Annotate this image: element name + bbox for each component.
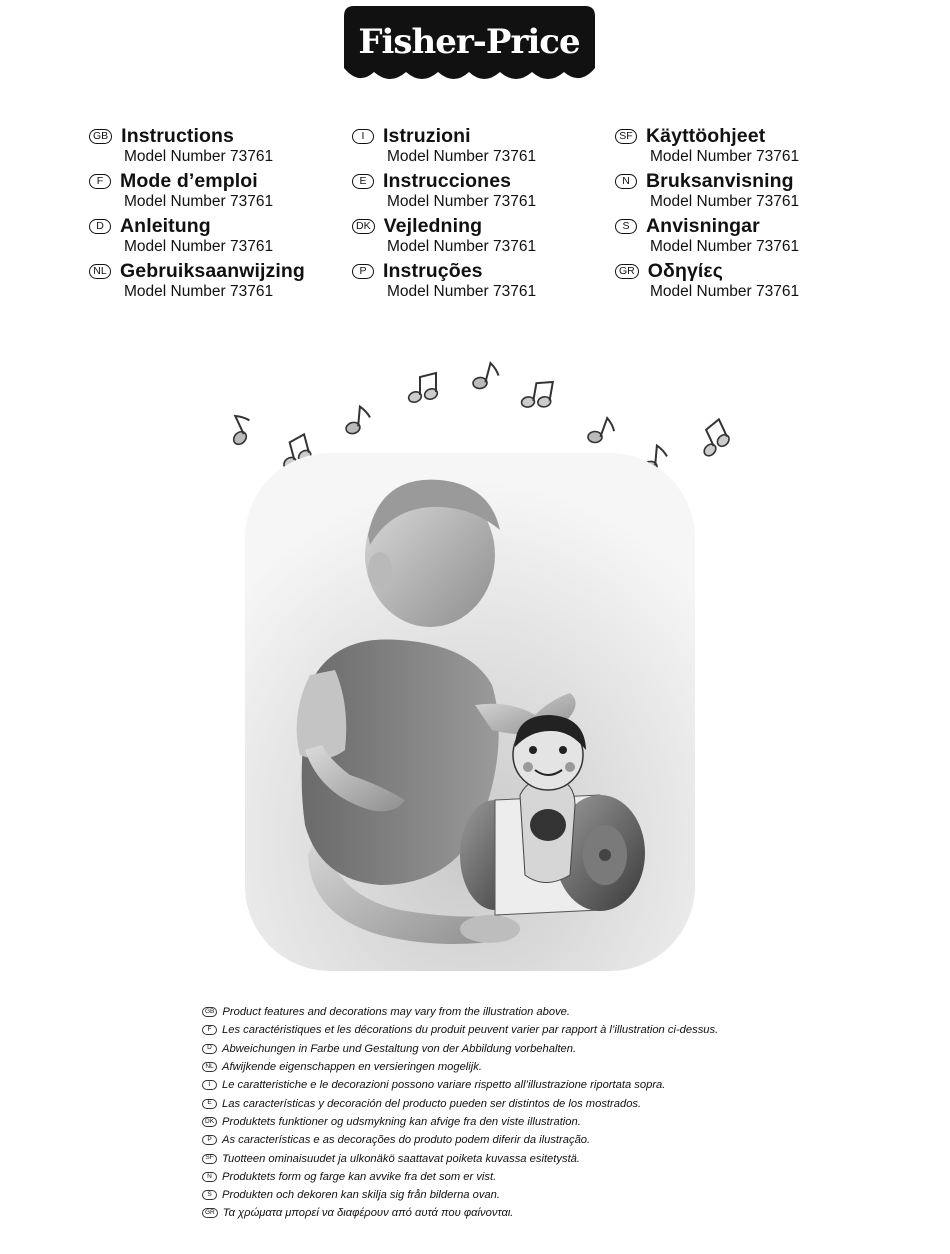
language-column-2 — [352, 124, 536, 304]
disclaimer-text: As características e as decorações do produto podem diferir da ilustração. — [222, 1134, 591, 1147]
language-badge: P — [352, 264, 374, 279]
music-note-icon — [230, 411, 258, 448]
disclaimer-badge: F — [202, 1025, 217, 1035]
music-note-icon — [470, 360, 501, 395]
disclaimer-badge: SF — [202, 1154, 217, 1164]
language-entry-i — [352, 124, 536, 169]
model-number: Model Number 73761 — [124, 238, 274, 255]
disclaimer-text: Les caractéristiques et les décorations du produit peuvent varier par rapport à l’illustration ci-dessus. — [222, 1024, 719, 1037]
disclaimer-text: Produktets form og farge kan avvike fra det som er vist. — [222, 1170, 497, 1183]
disclaimer-badge: I — [202, 1080, 217, 1090]
disclaimer-text: Le caratteristiche e le decorazioni possono variare rispetto all’illustrazione riportata sopra. — [222, 1079, 666, 1092]
model-number: Model Number 73761 — [650, 148, 800, 165]
language-title: Gebruiksaanwijzing — [120, 259, 305, 282]
language-title: Instruções — [383, 259, 483, 282]
model-number: Model Number 73761 — [124, 148, 274, 165]
product-photo — [230, 355, 740, 975]
model-number: Model Number 73761 — [387, 148, 537, 165]
language-entry-n — [615, 169, 799, 214]
disclaimer-text: Afwijkende eigenschappen en versieringen mogelijk. — [222, 1061, 482, 1074]
music-note-icon — [344, 405, 371, 437]
disclaimer-dk — [202, 1113, 922, 1131]
disclaimer-gb — [202, 1003, 922, 1021]
disclaimer-text: Las características y decoración del producto pueden ser distintos de los mostrados. — [222, 1097, 642, 1110]
logo-badge — [344, 6, 595, 84]
model-number: Model Number 73761 — [387, 238, 537, 255]
disclaimer-d — [202, 1040, 922, 1058]
language-title: Instrucciones — [383, 169, 512, 192]
disclaimer-i — [202, 1076, 922, 1094]
logo-text: Fisher-Price — [358, 22, 580, 62]
language-title: Anvisningar — [646, 214, 760, 237]
language-badge: SF — [615, 129, 637, 144]
disclaimer-text: Product features and decorations may vary from the illustration above. — [222, 1006, 571, 1019]
language-entry-s — [615, 214, 799, 259]
disclaimer-n — [202, 1168, 922, 1186]
model-number: Model Number 73761 — [650, 238, 800, 255]
language-badge: E — [352, 174, 374, 189]
music-note-icon — [584, 413, 617, 449]
language-title: Bruksanvisning — [646, 169, 794, 192]
language-entry-nl — [89, 259, 305, 304]
language-badge: DK — [352, 219, 375, 234]
disclaimer-list — [202, 1003, 922, 1223]
language-entry-f — [89, 169, 305, 214]
disclaimer-gr — [202, 1204, 922, 1222]
disclaimer-e — [202, 1094, 922, 1112]
language-entry-e — [352, 169, 536, 214]
language-entry-gr — [615, 259, 799, 304]
language-badge: GR — [615, 264, 639, 279]
model-number: Model Number 73761 — [387, 283, 537, 300]
disclaimer-badge: GB — [202, 1007, 217, 1017]
model-number: Model Number 73761 — [124, 283, 274, 300]
baby-with-toy-illustration — [230, 355, 740, 975]
disclaimer-text: Produktets funktioner og udsmykning kan afvige fra den viste illustration. — [222, 1115, 581, 1128]
disclaimer-badge: P — [202, 1135, 217, 1145]
language-badge: GB — [89, 129, 112, 144]
disclaimer-nl — [202, 1058, 922, 1076]
language-entry-sf — [615, 124, 799, 169]
language-title: Mode d’emploi — [120, 169, 258, 192]
music-note-icon — [693, 418, 735, 459]
disclaimer-badge: D — [202, 1044, 217, 1054]
music-note-icon — [519, 377, 556, 413]
disclaimer-text: Abweichungen in Farbe und Gestaltung von der Abbildung vorbehalten. — [222, 1042, 577, 1055]
language-column-1 — [89, 124, 305, 304]
disclaimer-badge: NL — [202, 1062, 217, 1072]
language-badge: D — [89, 219, 111, 234]
disclaimer-badge: DK — [202, 1117, 217, 1127]
model-number: Model Number 73761 — [650, 193, 800, 210]
language-title: Istruzioni — [383, 124, 471, 147]
disclaimer-text: Produkten och dekoren kan skilja sig från bilderna ovan. — [222, 1189, 500, 1202]
disclaimer-f — [202, 1021, 922, 1039]
language-badge: NL — [89, 264, 111, 279]
language-entry-dk — [352, 214, 536, 259]
model-number: Model Number 73761 — [650, 283, 800, 300]
model-number: Model Number 73761 — [124, 193, 274, 210]
disclaimer-badge: E — [202, 1099, 217, 1109]
language-title: Οδηγίες — [647, 259, 724, 282]
language-title: Käyttöohjeet — [646, 124, 766, 147]
language-title: Anleitung — [120, 214, 211, 237]
model-number: Model Number 73761 — [387, 193, 537, 210]
language-badge: N — [615, 174, 637, 189]
language-entry-p — [352, 259, 536, 304]
language-badge: I — [352, 129, 374, 144]
music-note-icon — [407, 373, 439, 404]
disclaimer-s — [202, 1186, 922, 1204]
disclaimer-text: Tuotteen ominaisuudet ja ulkonäkö saattavat poiketa kuvassa esitetystä. — [222, 1152, 581, 1165]
disclaimer-p — [202, 1131, 922, 1149]
language-entry-gb — [89, 124, 305, 169]
disclaimer-badge: S — [202, 1190, 217, 1200]
language-badge: S — [615, 219, 637, 234]
disclaimer-text: Τα χρώματα μπορεί να διαφέρουν από αυτά που φαίνονται. — [222, 1207, 514, 1220]
disclaimer-sf — [202, 1149, 922, 1167]
language-badge: F — [89, 174, 111, 189]
language-title: Vejledning — [383, 214, 483, 237]
disclaimer-badge: GR — [202, 1208, 218, 1218]
language-entry-d — [89, 214, 305, 259]
language-title: Instructions — [121, 124, 234, 147]
fisher-price-logo — [344, 6, 595, 84]
disclaimer-badge: N — [202, 1172, 217, 1182]
language-column-3 — [615, 124, 799, 304]
